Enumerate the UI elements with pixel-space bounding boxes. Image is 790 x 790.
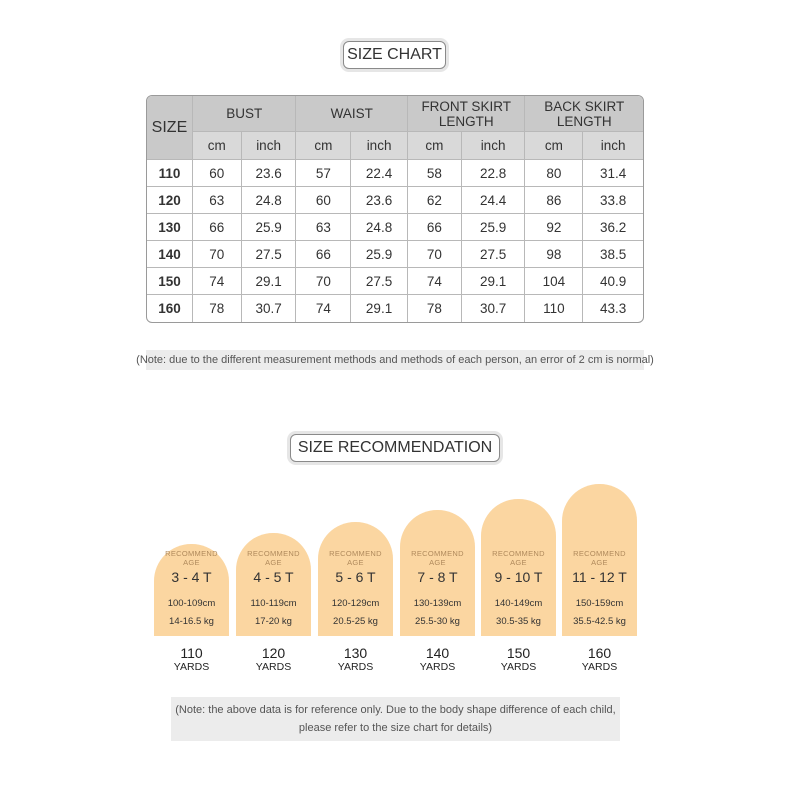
yard-number: 150 xyxy=(506,645,531,661)
recommend-label-line: AGE xyxy=(591,558,608,567)
table-cell: 78 xyxy=(193,295,242,322)
unit-header: cm xyxy=(408,132,462,160)
table-cell: 70 xyxy=(296,268,351,295)
table-cell: 86 xyxy=(525,187,583,214)
size-chart-table xyxy=(146,95,644,323)
height-range: 110-119cm xyxy=(250,598,297,609)
table-cell: 70 xyxy=(193,241,242,268)
recommendation-note xyxy=(171,697,620,741)
table-cell: 22.8 xyxy=(462,160,526,187)
row-size-cell: 150 xyxy=(147,268,193,295)
table-cell: 30.7 xyxy=(242,295,297,322)
table-row xyxy=(147,268,643,295)
recommend-label-line: AGE xyxy=(429,558,446,567)
unit-header: inch xyxy=(462,132,526,160)
recommendation-card xyxy=(481,499,556,636)
recommend-label-line: RECOMMEND xyxy=(165,549,218,558)
table-cell: 74 xyxy=(193,268,242,295)
group-header-waist xyxy=(296,96,407,132)
unit-header: cm xyxy=(525,132,583,160)
unit-header: inch xyxy=(242,132,297,160)
group-header-bust xyxy=(193,96,297,132)
yard-unit: YARDS xyxy=(500,661,537,673)
yard-unit: YARDS xyxy=(337,661,374,673)
height-range: 140-149cm xyxy=(494,598,543,609)
yard-label xyxy=(236,645,311,674)
table-cell: 104 xyxy=(525,268,583,295)
table-cell: 110 xyxy=(525,295,583,322)
yard-unit: YARDS xyxy=(581,661,618,673)
recommend-age-label xyxy=(318,549,393,567)
table-row xyxy=(147,241,643,268)
table-cell: 27.5 xyxy=(462,241,526,268)
height-range: 100-109cm xyxy=(167,598,216,609)
table-cell: 31.4 xyxy=(583,160,643,187)
age-range: 9 - 10 T xyxy=(494,569,543,585)
group-header-line: BACK SKIRT xyxy=(544,98,625,114)
weight-range: 30.5-35 kg xyxy=(496,616,541,627)
table-cell: 27.5 xyxy=(351,268,408,295)
table-cell: 58 xyxy=(408,160,462,187)
table-cell: 29.1 xyxy=(351,295,408,322)
yard-number: 160 xyxy=(587,645,612,661)
unit-header: cm xyxy=(193,132,242,160)
recommend-label-line: AGE xyxy=(510,558,527,567)
unit-header: inch xyxy=(351,132,408,160)
table-cell: 74 xyxy=(408,268,462,295)
recommend-label-line: RECOMMEND xyxy=(492,549,545,558)
yard-label xyxy=(562,645,637,674)
yard-label xyxy=(318,645,393,674)
weight-range: 25.5-30 kg xyxy=(415,616,460,627)
table-cell: 29.1 xyxy=(242,268,297,295)
row-size-cell: 130 xyxy=(147,214,193,241)
yard-number: 130 xyxy=(343,645,368,661)
row-size-cell: 120 xyxy=(147,187,193,214)
table-cell: 66 xyxy=(296,241,351,268)
size-chart-body xyxy=(147,160,643,322)
table-cell: 29.1 xyxy=(462,268,526,295)
yard-label xyxy=(400,645,475,674)
recommend-label-line: AGE xyxy=(347,558,364,567)
height-range: 130-139cm xyxy=(413,598,462,609)
age-range: 11 - 12 T xyxy=(572,569,627,585)
recommend-label-line: AGE xyxy=(265,558,282,567)
yard-label xyxy=(154,645,229,674)
table-cell: 66 xyxy=(408,214,462,241)
table-cell: 23.6 xyxy=(351,187,408,214)
yard-unit: YARDS xyxy=(255,661,292,673)
table-cell: 24.4 xyxy=(462,187,526,214)
yard-number: 110 xyxy=(180,645,203,661)
table-cell: 30.7 xyxy=(462,295,526,322)
table-cell: 57 xyxy=(296,160,351,187)
yard-unit: YARDS xyxy=(173,661,210,673)
table-cell: 24.8 xyxy=(351,214,408,241)
recommend-label-line: RECOMMEND xyxy=(329,549,382,558)
age-range: 4 - 5 T xyxy=(253,569,294,585)
recommend-age-label xyxy=(481,549,556,567)
table-cell: 62 xyxy=(408,187,462,214)
recommendation-card xyxy=(318,522,393,636)
table-cell: 36.2 xyxy=(583,214,643,241)
group-header-line: WAIST xyxy=(330,106,373,121)
weight-range: 17-20 kg xyxy=(255,616,292,627)
table-cell: 74 xyxy=(296,295,351,322)
table-cell: 25.9 xyxy=(242,214,297,241)
size-recommendation-title: SIZE RECOMMENDATION xyxy=(290,434,500,462)
recommend-label-line: RECOMMEND xyxy=(247,549,300,558)
table-row xyxy=(147,295,643,322)
recommend-age-label xyxy=(562,549,637,567)
table-cell: 25.9 xyxy=(351,241,408,268)
group-header-back-skirt-length xyxy=(525,96,643,132)
table-cell: 33.8 xyxy=(583,187,643,214)
yard-unit: YARDS xyxy=(419,661,456,673)
table-cell: 38.5 xyxy=(583,241,643,268)
yard-label xyxy=(481,645,556,674)
table-cell: 60 xyxy=(296,187,351,214)
group-header-line: LENGTH xyxy=(556,113,612,129)
table-cell: 43.3 xyxy=(599,301,627,316)
weight-range: 20.5-25 kg xyxy=(333,616,378,627)
size-chart-note: (Note: due to the different measurement methods and methods of each person, an error of 2 cm is normal) xyxy=(146,350,644,370)
recommend-age-label xyxy=(400,549,475,567)
group-header-front-skirt-length xyxy=(408,96,526,132)
group-header-line: LENGTH xyxy=(438,113,494,129)
group-header-line: FRONT SKIRT xyxy=(421,98,511,114)
recommendation-note-line: please refer to the size chart for details) xyxy=(298,722,493,734)
table-cell: 24.8 xyxy=(242,187,297,214)
table-cell: 70 xyxy=(408,241,462,268)
table-cell: 92 xyxy=(525,214,583,241)
table-row xyxy=(147,187,643,214)
recommendation-card xyxy=(562,484,637,636)
unit-header: inch xyxy=(583,132,643,160)
table-cell: 23.6 xyxy=(242,160,297,187)
height-range: 120-129cm xyxy=(331,598,380,609)
height-range: 150-159cm xyxy=(575,598,624,609)
row-size-cell: 160 xyxy=(147,295,193,322)
table-cell: 27.5 xyxy=(242,241,297,268)
table-cell: 66 xyxy=(193,214,242,241)
table-cell: 63 xyxy=(296,214,351,241)
weight-range: 14-16.5 kg xyxy=(169,616,214,627)
age-range: 7 - 8 T xyxy=(417,569,458,585)
recommendation-card xyxy=(400,510,475,636)
table-cell: 63 xyxy=(193,187,242,214)
size-header: SIZE xyxy=(147,96,193,160)
recommendation-card xyxy=(236,533,311,636)
recommend-label-line: RECOMMEND xyxy=(411,549,464,558)
age-range: 3 - 4 T xyxy=(171,569,212,585)
row-size-cell: 110 xyxy=(147,160,193,187)
weight-range: 35.5-42.5 kg xyxy=(573,616,626,627)
age-range: 5 - 6 T xyxy=(335,569,376,585)
table-cell: 98 xyxy=(525,241,583,268)
table-row xyxy=(147,214,643,241)
recommendation-note-line: (Note: the above data is for reference only. Due to the body shape difference of each child, xyxy=(175,704,616,716)
recommend-age-label xyxy=(154,549,229,567)
unit-header: cm xyxy=(296,132,351,160)
size-chart-title: SIZE CHART xyxy=(343,41,446,69)
group-header-line: BUST xyxy=(226,106,263,121)
yard-number: 140 xyxy=(425,645,450,661)
yard-number: 120 xyxy=(261,645,286,661)
table-cell: 22.4 xyxy=(351,160,408,187)
recommend-label-line: AGE xyxy=(183,558,200,567)
recommendation-card xyxy=(154,544,229,636)
table-cell: 25.9 xyxy=(462,214,526,241)
table-cell: 40.9 xyxy=(583,268,643,295)
row-size-cell: 140 xyxy=(147,241,193,268)
table-cell: 60 xyxy=(193,160,242,187)
recommend-label-line: RECOMMEND xyxy=(573,549,626,558)
table-cell: 78 xyxy=(408,295,462,322)
recommend-age-label xyxy=(236,549,311,567)
table-row xyxy=(147,160,643,187)
table-cell: 80 xyxy=(525,160,583,187)
